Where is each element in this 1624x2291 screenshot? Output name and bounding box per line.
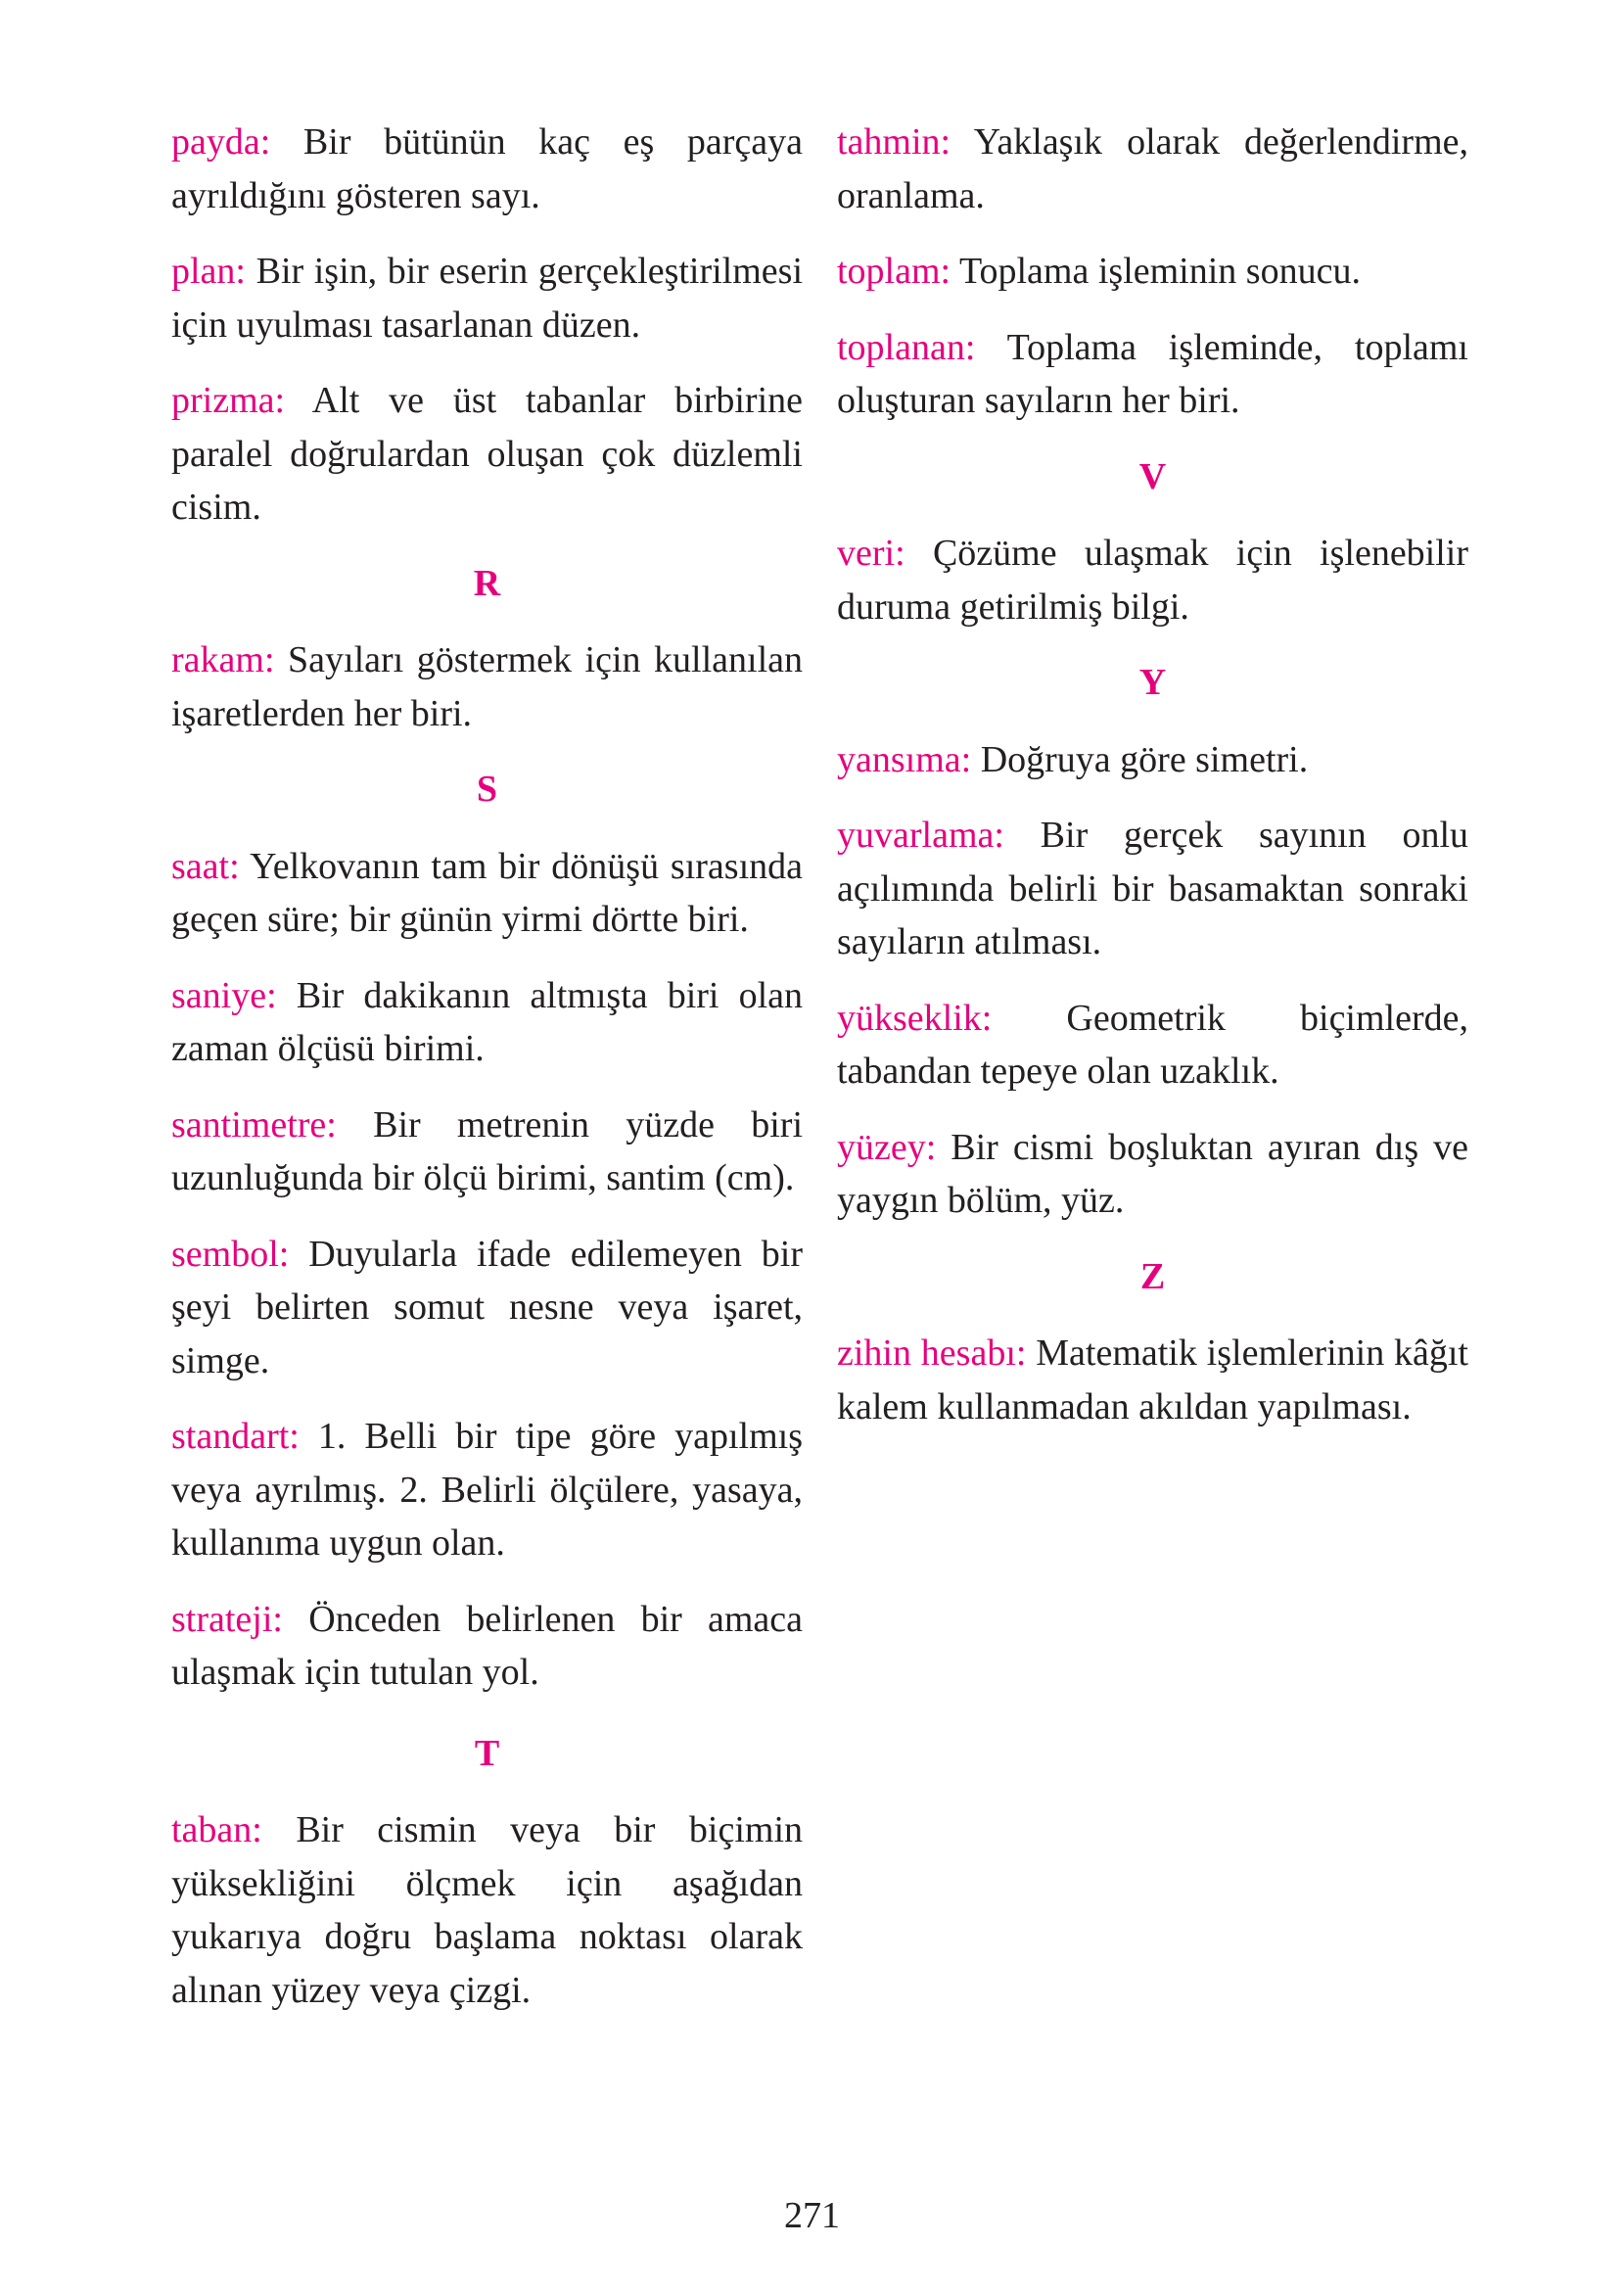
- term: tahmin:: [837, 121, 951, 163]
- term: toplanan:: [837, 326, 976, 368]
- section-letter-v: V: [1138, 455, 1167, 497]
- section-letter-s: S: [476, 769, 498, 810]
- term: strateji:: [171, 1598, 283, 1640]
- term: toplam:: [837, 251, 951, 292]
- glossary-entry-plan: [171, 245, 803, 351]
- term: saniye:: [171, 974, 277, 1016]
- glossary-entry-yukseklik: [837, 992, 1468, 1099]
- term: yüzey:: [837, 1126, 937, 1168]
- glossary-entry-standart: [171, 1410, 803, 1570]
- definition: Bir dakikanın altmışta biri olan zaman ölçüsü birimi.: [171, 974, 803, 1069]
- glossary-entry-toplam: [837, 245, 1468, 299]
- definition: Toplama işleminde, toplamı oluşturan sayıların her biri.: [837, 326, 1468, 421]
- definition: Toplama işleminin sonucu.: [958, 251, 1361, 292]
- glossary-entry-yuvarlama: [837, 809, 1468, 969]
- definition: Duyularla ifade edilemeyen bir şeyi belirten somut nesne veya işaret, simge.: [171, 1233, 803, 1381]
- glossary-entry-yuzey: [837, 1121, 1468, 1228]
- term: rakam:: [171, 639, 275, 680]
- glossary-entry-tahmin: [837, 116, 1468, 222]
- definition: Önceden belirlenen bir amaca ulaşmak için tutulan yol.: [171, 1598, 804, 1693]
- definition: Bir metrenin yüzde biri uzunluğunda bir ölçü birimi, santim (cm).: [171, 1103, 804, 1198]
- glossary-entry-saat: [171, 840, 803, 947]
- section-letter-r: R: [473, 562, 501, 604]
- section-letter-y: Y: [1138, 662, 1167, 703]
- glossary-entry-saniye: [171, 969, 803, 1076]
- glossary-entry-veri: [837, 527, 1468, 633]
- term: zihin hesabı:: [837, 1333, 1027, 1374]
- glossary-right-column: [837, 116, 1468, 1456]
- definition: Sayıları göstermek için kullanılan işaretlerden her biri.: [171, 639, 803, 734]
- glossary-entry-taban: [171, 1803, 803, 2017]
- definition: Bir bütünün kaç eş parçaya ayrıldığını gösteren sayı.: [171, 121, 804, 216]
- glossary-entry-yansima: [837, 733, 1468, 787]
- glossary-entry-zihin-hesabi: [837, 1327, 1468, 1433]
- definition: Çözüme ulaşmak için işlenebilir duruma getirilmiş bilgi.: [837, 533, 1469, 628]
- term: sembol:: [171, 1233, 290, 1275]
- glossary-entry-payda: [171, 116, 803, 222]
- glossary-entry-prizma: [171, 374, 803, 535]
- glossary-left-column: [171, 116, 803, 2039]
- term: yansıma:: [837, 738, 972, 780]
- term: plan:: [171, 251, 246, 292]
- definition: Yelkovanın tam bir dönüşü sırasında geçen süre; bir günün yirmi dörtte biri.: [171, 845, 803, 940]
- term: standart:: [171, 1416, 300, 1457]
- page-number: 271: [784, 2195, 840, 2236]
- definition: Bir işin, bir eserin gerçekleştirilmesi için uyulması tasarlanan düzen.: [171, 251, 804, 346]
- section-letter-z: Z: [1139, 1255, 1166, 1297]
- term: yuvarlama:: [837, 815, 1004, 856]
- definition: 1. Belli bir tipe göre yapılmış veya ayrılmış. 2. Belirli ölçülere, yasaya, kullanıma uygun olan.: [171, 1416, 804, 1564]
- term: veri:: [837, 533, 905, 574]
- definition: Matematik işlemlerinin kâğıt kalem kullanmadan akıldan yapılması.: [837, 1333, 1468, 1427]
- glossary-entry-sembol: [171, 1228, 803, 1388]
- definition: Bir cismin veya bir biçimin yüksekliğini ölçmek için aşağıdan yukarıya doğru başlama noktası olarak alınan yüzey veya çizgi.: [171, 1809, 804, 2011]
- term: yükseklik:: [837, 997, 993, 1039]
- term: saat:: [171, 845, 240, 887]
- glossary-entry-toplanan: [837, 321, 1468, 428]
- definition: Bir gerçek sayının onlu açılımında belirli bir basamaktan sonraki sayıların atılması.: [837, 815, 1469, 962]
- definition: Alt ve üst tabanlar birbirine paralel doğrulardan oluşan çok düzlemli cisim.: [171, 380, 803, 528]
- term: payda:: [171, 121, 271, 163]
- definition: Geometrik biçimlerde, tabandan tepeye olan uzaklık.: [837, 997, 1468, 1092]
- glossary-entry-strateji: [171, 1593, 803, 1700]
- definition: Bir cismi boşluktan ayıran dış ve yaygın bölüm, yüz.: [837, 1126, 1469, 1221]
- glossary-entry-santimetre: [171, 1099, 803, 1205]
- section-letter-t: T: [474, 1732, 500, 1774]
- glossary-entry-rakam: [171, 633, 803, 740]
- definition: Yaklaşık olarak değerlendirme, oranlama.: [837, 121, 1468, 216]
- term: prizma:: [171, 380, 286, 421]
- term: santimetre:: [171, 1103, 337, 1146]
- definition: Doğruya göre simetri.: [980, 738, 1309, 780]
- term: taban:: [171, 1809, 262, 1850]
